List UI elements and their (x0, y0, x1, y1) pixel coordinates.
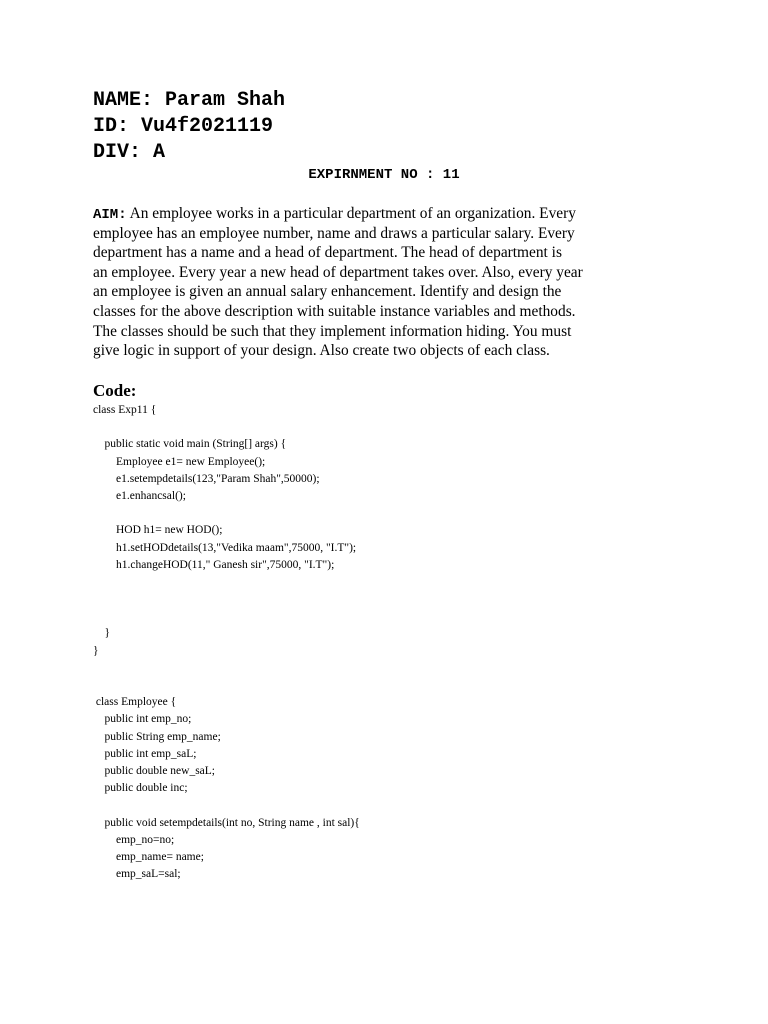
code-heading: Code: (93, 381, 137, 400)
code-line (93, 608, 713, 625)
code-line (93, 797, 713, 814)
code-line (93, 677, 713, 694)
code-line: emp_no=no; (93, 833, 175, 846)
code-line: e1.enhancsal(); (93, 489, 186, 502)
code-line: h1.setHODdetails(13,"Vedika maam",75000, "I.T"); (93, 541, 357, 554)
aim-line: classes for the above description with suitable instance variables and methods. (93, 302, 576, 320)
aim-line: department has a name and a head of department. The head of department is (93, 244, 562, 262)
code-line (93, 591, 713, 608)
aim-line (93, 204, 693, 224)
aim-line: an employee is given an annual salary enhancement. Identify and design the (93, 283, 562, 301)
code-line: } (93, 644, 99, 657)
code-line (93, 660, 713, 677)
code-line (93, 505, 713, 522)
aim-line: employee has an employee number, name and draws a particular salary. Every (93, 224, 575, 242)
code-line: h1.changeHOD(11," Ganesh sir",75000, "I.T"); (93, 558, 335, 571)
code-line: public static void main (String[] args) { (93, 438, 287, 451)
code-line: public void setempdetails(int no, String name , int sal){ (93, 816, 360, 829)
code-line: public double inc; (93, 782, 188, 795)
code-listing (93, 402, 713, 883)
division-line: DIV: A (93, 141, 166, 164)
aim-label: AIM: (93, 207, 127, 223)
code-line: public int emp_no; (93, 713, 192, 726)
experiment-title: EXPIRNMENT NO : 11 (308, 167, 460, 183)
code-line: Employee e1= new Employee(); (93, 455, 266, 468)
aim-text: An employee works in a particular department of an organization. Every (126, 205, 576, 222)
code-line: } (93, 627, 111, 640)
code-line: emp_saL=sal; (93, 868, 181, 881)
aim-line: The classes should be such that they implement information hiding. You must (93, 322, 572, 340)
code-line: public int emp_saL; (93, 747, 197, 760)
code-line (93, 574, 713, 591)
aim-line: give logic in support of your design. Also create two objects of each class. (93, 342, 550, 360)
student-name-line: NAME: Param Shah (93, 89, 286, 112)
aim-paragraph (93, 204, 693, 361)
student-id-line: ID: Vu4f2021119 (93, 115, 274, 138)
code-line (93, 419, 713, 436)
code-line: HOD h1= new HOD(); (93, 524, 223, 537)
aim-line: an employee. Every year a new head of department takes over. Also, every year (93, 263, 583, 281)
code-line: e1.setempdetails(123,"Param Shah",50000); (93, 472, 320, 485)
code-line: public double new_saL; (93, 764, 216, 777)
code-line: class Exp11 { (93, 404, 157, 416)
code-line: emp_name= name; (93, 850, 204, 863)
code-line: public String emp_name; (93, 730, 221, 743)
code-line: class Employee { (93, 696, 177, 709)
